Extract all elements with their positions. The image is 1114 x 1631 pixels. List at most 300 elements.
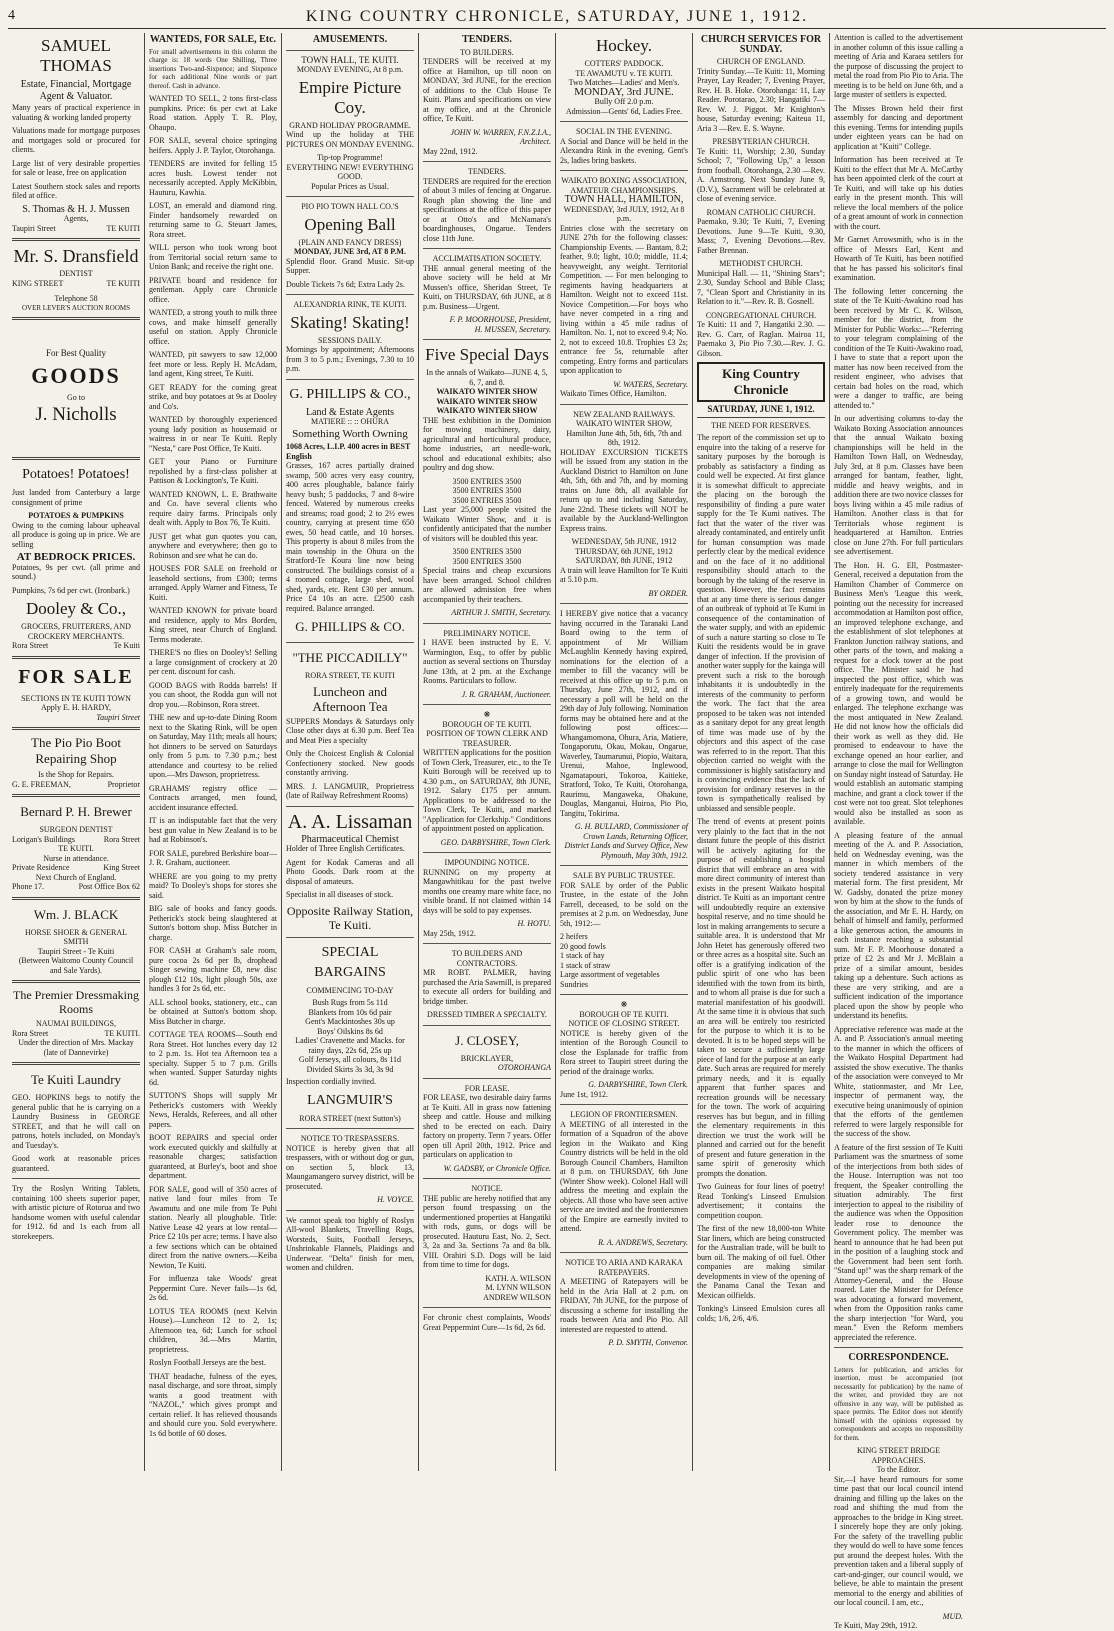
tiptop: Tip-top Programme! [317, 153, 383, 162]
acclim-body: THE annual general meeting of the above society will be held at Mr Mussen's office, Sheridan Street, Te Kuiti, on THURSDAY, 6th JUNE, at 8 p.m. Business—Urgent. [423, 263, 551, 311]
luncheon: Luncheon and Afternoon Tea [312, 683, 388, 714]
classified-ad: SUTTON'S Shops will supply Mr Petherick's customers with Weekly News, Heralds, Referees, and all other papers. [149, 1091, 277, 1129]
dentist: DENTIST [59, 269, 93, 278]
waters: W. WATERS, Secretary. [613, 379, 688, 389]
mud: MUD. [942, 1611, 963, 1621]
linseed: Two Guineas for four lines of poetry! Read Tonking's Linseed Emulsion advertisement; it contains the competition coupon. [697, 1182, 825, 1220]
news-7: The Hon. H. G. Ell, Postmaster-General, received a deputation from the Hamilton Chamber of Commerce on Business Men's 'League this week, pointing out the necessity for increased accommodation at Hamilton post office, an improved telephone exchange, and the establishment of slot telephones at Frankton Junction railway stations, and other parts of the town, and making a request for a clock tower at the post office. The Minister said he had inspected the post office, which was entirely inadequate for the requirements of a growing town, and would be enlarged. The telephone exchange was the most antiquated in New Zealand. He did not know how the officials did their work as well as they did. He promised to endeavour to have the exchange opened an hour earlier, and arrange to close the mail for Wellington on Sunday night instead of Saturday. He would establish an automatic stamping machine, and grant a clock tower if the cost were not too great. Slot telephones would also be installed as soon as available. [834, 560, 964, 826]
seal-placeholder: ❋ [483, 710, 491, 719]
cheap: Special trains and cheap excursions have been arranged. School children are allowed admission free when accompanied by their teachers. [423, 566, 551, 604]
classified-ad: BIG sale of books and fancy goods. Petherick's stock being slaughtered at Sutton's bottom shop. Miss Butcher in charge. [149, 904, 277, 942]
tender-2: TENDERS are required for the erection of about 3 miles of fencing at Ongarue. Rough plan showing the line and specifications at the office of this paper or at Otto's and McNamara's boardinghouses, Ongarue. Tenders close 11th June. [423, 176, 551, 243]
masthead [8, 6, 1106, 29]
classified-ad: GRAHAMS' registry office — Contracts arranged, men found, accident insurance effected. [149, 783, 277, 812]
bargain-item: Ladies' Cravenette and Macks. for rainy days, 22s 6d, 25s up [295, 1036, 405, 1055]
pot-p4: Potatoes, 9s per cwt. (all prime and sound.) [12, 562, 140, 581]
thomas-sub: Estate, Financial, Mortgage Agent & Valuator. [20, 79, 132, 102]
contractors: TO BUILDERS AND CONTRACTORS. [451, 949, 523, 968]
inspection: Inspection cordially invited. [286, 1077, 376, 1086]
classified-ad: FOR SALE, several choice springing heifers. Apply J. P. Taylor, Otorohanga. [149, 136, 277, 155]
rora-next: RORA STREET (next Sutton's) [299, 1113, 401, 1123]
andrews: R. A. ANDREWS, Secretary. [598, 1237, 688, 1247]
rc: ROMAN CATHOLIC CHURCH. [706, 207, 816, 217]
thomas-p3: Large list of very desirable properties for sale or lease, free on application [12, 158, 140, 177]
classified-ad: THE new and up-to-date Dining Room next to the Skating Rink, will be open on Saturday, May 11th; meals all hours; hot dinners to be served on Saturdays only from 5 p.m. to 7.30 p.m.; best attendance and courtesy to be relied upon.—Mrs Dawson, proprietress. [149, 713, 277, 779]
wanteds-head: WANTEDS, FOR SALE, Etc. [149, 34, 277, 45]
darby: G. DARBYSHIRE, Town Clerk. [588, 1080, 688, 1089]
classified-ad: ALL school books, stationery, etc., can be obtained at Sutton's bottom shop. Miss Butcher in charge. [149, 997, 277, 1026]
thomas-p1: Many years of practical experience in valuating & working landed property [12, 103, 140, 122]
piopio-sub: Is the Shop for Repairs. [38, 770, 114, 779]
te-kuiti: TE KUITI [106, 223, 140, 233]
go-to: Go to [67, 392, 85, 402]
admission: Admission—Gents' 6d, Ladies Free. [565, 106, 683, 116]
bargain-item: Bush Rugs from 5s 11d [312, 998, 388, 1007]
correspondence: CORRESPONDENCE. [848, 1352, 949, 1363]
bricklayer: BRICKLAYER, [460, 1053, 514, 1063]
impounding: IMPOUNDING NOTICE. [444, 858, 530, 867]
legion-body: A MEETING of all interested in the formation of a Squadron of the above legion in the Waikato and King Country districts will be held in the old Borough Council Chambers, Hamilton at 8 p.m. on THURSDAY, 6th June (Winter Show week). Colonel Hall will address the meeting and explain the objects. All those who have seen active service are invited and the frontiersmen of the Empire are earnestly invited to attend. [560, 1119, 688, 1233]
potatoes: Potatoes! Potatoes! [22, 467, 130, 482]
classified-ad: HOUSES FOR SALE on freehold or leasehold sections, from £300; terms arranged. Apply Warner and Fitness, Te Kuiti. [149, 564, 277, 602]
classified-ad: PRIVATE board and residence for gentleman. Apply care Chronicle office. [149, 275, 277, 304]
double-tickets: Double Tickets 7s 6d; Extra Lady 2s. [286, 279, 405, 289]
voyce: H. VOYCE. [377, 1195, 414, 1204]
suppers: SUPPERS Mondays & Saturdays only Close other days at 6.30 p.m. Beef Tea and Meat Pies a specialty [286, 716, 414, 745]
proprietor: Proprietor [107, 779, 140, 789]
classified-ad: FOR CASH at Graham's sale room, pure cocoa 2s 6d per lb, drophead Singer sewing machine £8, new disc plough £12 10s, light plough 50s, axe handles 3 for 2s 6d, etc. [149, 946, 277, 993]
railways: NEW ZEALAND RAILWAYS. [573, 409, 675, 419]
seal-2: ❋ [620, 1000, 628, 1009]
editorial-1: The report of the commission set up to enquire into the taking of a reserve for sanitary purposes by the borough is probably as satisfactory a finding as could well be expected. At first glance it is somewhat difficult to appreciate the placing on the borough the responsibility of finding a pure water supply for the Te Kumi natives. The fact that the water of the river was already contaminated, and entirely unfit for human consumption was made perfectly clear by the medical evidence and on the face of it no additional responsibility should attach to the borough by the taking of the reserve in question. However, the fact remains that at any time there is serious danger of an outbreak of typhoid at Te Kumi in consequence of the contamination of the water supply, and with an epidemic of such a nature starting so close to Te Kuiti the residents would be in grave danger of infection. If the provision of another water supply for the kainga will prevent such a risk to the borough inhabitants it is undoubtedly in the interests of the community to perform the work. The fact that the area proposed to be taken was not intended as a sanitary depot for any great length of time was made use of by the objectors and this aspect of the case was referred to in the report. That this objection carried no weight with the commissioner is highly satisfactory and is convincing evidence that the lack of provision for ordinary reserves in the town is sympathetically realised by unbiassed and sensible people. [697, 433, 825, 813]
news-6: In our advertising columns to-day the Waikato Boxing Association announces that the annual Waikato boxing championships will be held in the Hamilton Town Hall, on Wednesday, July 3rd, at 8 p.m. Classes have been arranged for bantam, feather, light, middle and heavy weights, and in addition there are two novice classes for boys living within a 45 mile radius of Hamilton. Another class is that for Territorials whose regiment is headquartered at Hamilton. Entries close on June 27th. For full particulars see advertisement. [834, 414, 963, 556]
sections: SECTIONS IN TE KUITI TOWN [21, 693, 131, 703]
closey: J. CLOSEY, [455, 1032, 519, 1048]
classified-ad: WANTED TO SELL, 2 tons first-class pumpkins. Price: 6s per cwt at Lake Road station. Apply T. R. Ploy, Ohaupo. [149, 94, 277, 132]
page-number: 4 [8, 8, 15, 23]
holiday: HOLIDAY EXCURSION TICKETS will be issued from any station in the Auckland District to Hamilton on June 4th, 5th, 6th and 7th, and by morning trains on June 8th, all available for return up to and including Saturday, June 22nd. These tickets will NOT be available by the Auckland-Wellington Express trains. [560, 447, 688, 533]
wed5: WEDNESDAY, 5th JUNE, 1912 [571, 537, 677, 546]
te-awamutu: TE AWAMUTU v. TE KUITI. [575, 68, 673, 78]
date-1: May 22nd, 1912. [423, 146, 478, 156]
bully: Bully Off 2.0 p.m. [594, 97, 654, 106]
hardy-street: Taupiri Street [96, 712, 140, 722]
opposite: Opposite Railway Station, Te Kuiti. [286, 903, 414, 932]
winter-show: WAIKATO WINTER SHOW, [575, 419, 673, 428]
acclim: ACCLIMATISATION SOCIETY. [432, 254, 542, 263]
emulsion: Tonking's Linseed Emulsion cures all colds; 1/6, 2/6, 4/6. [697, 1304, 825, 1323]
sale-item: 1 stack of hay [560, 951, 605, 960]
borough-2: BOROUGH OF TE KUITI. [579, 1009, 669, 1019]
mussen-agents: Agents, [63, 214, 89, 223]
five-body: In the annals of Waikato—JUNE 4, 5, 6, 7, and 8. [426, 368, 548, 387]
piccadilly: "THE PICCADILLY" [292, 650, 408, 665]
church-head: CHURCH SERVICES FOR SUNDAY. [700, 34, 822, 55]
entries-line: 3500 ENTRIES 3500 [452, 495, 522, 505]
column-6 [693, 33, 830, 1471]
bargain-item: Boys' Oilskins 8s 6d [317, 1026, 383, 1036]
good-work: Good work at reasonable prices guaranteed. [12, 1154, 140, 1173]
thu6: THURSDAY, 6th JUNE, 1912 [575, 546, 673, 556]
phillips: G. PHILLIPS & CO., [289, 386, 411, 402]
dooley-sub: GROCERS, FRUITERERS, AND CROCKERY MERCHANTS. [21, 622, 131, 641]
rink: ALEXANDRIA RINK, TE KUITI. [293, 300, 407, 309]
thomas-p4: Latest Southern stock sales and reports filed at office. [12, 181, 140, 200]
classified-ad: WANTED KNOWN for private board and residence, apply to Mrs Borden, King street, near Church of England. Terms moderate. [149, 606, 277, 644]
notice: NOTICE. [471, 1184, 503, 1193]
rora: Rora Street [12, 641, 49, 650]
gadsby: W. GADSBY, or Chronicle Office. [443, 1163, 551, 1173]
piopio-hall: PIO PIO TOWN HALL CO.'S [301, 202, 399, 211]
te-kuiti-4: TE KUITI. [104, 1028, 140, 1038]
column-4 [419, 33, 556, 1471]
sat8: SATURDAY, 8th JUNE, 1912 [575, 556, 673, 565]
king-st: King Street [103, 863, 140, 872]
wilson-name: M. LYNN WILSON [485, 1283, 551, 1292]
columns [8, 33, 1106, 1630]
entries-line: 3500 ENTRIES 3500 [452, 547, 522, 556]
black: Wm. J. BLACK [33, 906, 119, 922]
tresp-body: NOTICE is hereby given that all trespassers, with or without dog or gun, on section 5, block 13, Maungamangero survey district, will be prosecuted. [286, 1143, 414, 1191]
taupiri-street: Taupiri Street [12, 223, 56, 233]
classified-ad: TENDERS are invited for felling 15 acres bush. Lowest tender not necessarily accepted. Apply McKibbin, Hauturu, Kawhia. [149, 159, 277, 197]
mornings: Mornings by appointment; Afternoons from 3 to 5 p.m.; Evenings, 7.30 to 10 p.m. [286, 345, 414, 373]
sale-item: 20 good fowls [560, 941, 606, 951]
monday-evening: MONDAY EVENING, At 8 p.m. [296, 65, 404, 74]
matiere: MATIERE :: :: OHURA [311, 417, 389, 426]
rc-body: Paemako, 9.30; Te Kuiti, 7, Evening Devotions. June 9—Te Kuiti, 9.30, Mass; 7, Evening Devotions.—Rev. Father Brennan. [697, 217, 825, 255]
show-dates: Hamilton June 4th, 5th, 6th, 7th and 8th, 1912. [566, 428, 682, 447]
borough: BOROUGH OF TE KUITI. [442, 719, 532, 729]
naumai: NAUMAI BUILDINGS, [36, 1019, 116, 1028]
for-sale: FOR SALE [18, 665, 134, 688]
dransfield: Mr. S. Dransfield [13, 246, 139, 266]
phillips-2: G. PHILLIPS & CO. [295, 619, 405, 634]
thomas-p2: Valuations made for mortgage purposes and mortgages sold or procured for clients. [12, 126, 140, 154]
entries-list [423, 477, 551, 506]
position: POSITION OF TOWN CLERK AND TREASURER. [426, 729, 548, 748]
prelim-body: I HAVE been instructed by E. V. Warmington, Esq., to offer by public auction as several sections on Thursday June 13th, at 2 pm. at the Exchange Rooms. Particulars to follow. [423, 638, 551, 685]
hardy: Apply E. H. HARDY, [40, 703, 112, 712]
freeman: G. E. FREEMAN, [12, 779, 71, 789]
to-editor: To the Editor. [876, 1465, 921, 1474]
sale-body: FOR SALE by order of the Public Trustee, in the estate of the John Farrell, deceased, to be sold on the premises at 2 p.m. on Wednesday, June 5th, 1912:— [560, 880, 688, 928]
splendid: Splendid floor. Grand Music. Sit-up Supper. [286, 256, 414, 275]
amateur: AMATEUR CHAMPIONSHIPS. [570, 185, 678, 195]
something-worth: Something Worth Owning [292, 427, 408, 440]
boxing-body: Entries close with the secretary on JUNE 27th for the following classes: Championship Events. — Bantam, 8.2; feather, 9.0; light, 10.0; middle, 11.4; heavyweight, any weight. Territorial Competition. — For men belonging to regiments having headquarters at Hamilton. Weight not to exceed 11st. Novice Competition.—For boys who have never competed in a ring and living within a 45 mile radius of Hamilton. No. 1, not to exceed 9.4; No. 2, not to exceed 10.8. Trophies £3 2s; entrance fee 5s, returnable after competing. Entry forms and particulars upon application to [560, 223, 688, 375]
chest: For chronic chest complaints, Woods' Great Peppermint Cure—1s 6d, 2s 6d. [423, 1313, 551, 1332]
darbyshire: GEO. DARBYSHIRE, Town Clerk. [440, 837, 551, 847]
classified-ad: THAT headache, fulness of the eyes, nasal discharge, and sore throat, simply wants a good treatment with "NAZOL," which gives prompt and certain relief. It has relieved thousands and should cure you. Sold everywhere. 1s 6d bottle of 60 doses. [149, 1371, 277, 1438]
cotters: COTTERS' PADDOCK. [584, 59, 664, 68]
classified-ad: THERE'S no flies on Dooley's! Selling a large consignment of crockery at 20 per cent. discount for cash. [149, 648, 277, 676]
smyth: P. D. SMYTH, Convenor. [608, 1338, 688, 1347]
pot-p1: Just landed from Canterbury a large consignment of prime [12, 488, 140, 507]
need-reserves: THE NEED FOR RESERVES. [711, 420, 811, 430]
te-kuiti-caps: TE KUITI. [58, 844, 94, 853]
wilson-name: KATH. A. WILSON [485, 1273, 551, 1283]
under-direction: Under the direction of Mrs. Mackay (late of Dannevirke) [18, 1038, 134, 1057]
editorial-2: The trend of events at present points very plainly to the fact that in the not distant future the people of this district will be actively agitating for the purpose of establishing a hospital district that will embrace an area with more direct community of interest than exists in the present Waikato hospital district. Te Kuiti as an important centre will undoubtedly require an extensive hospital reserve, and no time should be lost in making arrangements to secure a suitable area. It is understood that Mr John Hetet has generously offered two or three acres as a hospital site. Such an offer is a gratifying indication of the public spirit of one who has been identified with the town from its birth, and to whom all praise is due for such a material manifestation of his goodwill. At the same time it is obvious that such an area will be entirely too restricted for the purpose to which it is to be devoted. It is to be hoped steps will be taken to secure a sufficiently large piece of land for the purpose at an early date. Such areas are required for merely primary needs, and it is equally apparent that further spaces and recreation grounds will be necessary for the town. The work of acquiring reserves has but begun, and in filling the elementary requirements in this direction we trust the work will be planned and carried out for the benefit of present and future generation in the same spirit of generosity which prompts the donation. [697, 817, 825, 1178]
black-sub: HORSE SHOER & GENERAL SMITH [24, 927, 127, 946]
tenders-head: TENDERS. [462, 34, 512, 45]
classified-ad: WANTED by thoroughly experienced young lady position as housemaid or waitress in or near Te Kuiti. Reply "Nesta," care Post Office, Te Kuiti. [149, 415, 277, 453]
choicest: Only the Choicest English & Colonial Confectionery stocked. New goods constantly arriving. [286, 749, 414, 777]
lease-body: FOR LEASE, two desirable dairy farms at Te Kuiti. All in grass now fattening sheep and cattle. House and milking shed to be erected on each. Dairy factory on property. Term 7 years. Offer open till April 20th, 1912. Price and particulars on application to [423, 1093, 551, 1159]
smith: ARTHUR J. SMITH, Secretary. [451, 608, 551, 617]
june1: June 1st, 1912. [560, 1089, 608, 1099]
wanteds-note: For small advertisements in this column the charge is: 18 words One Shilling, Three insertions Two-and-Sixpence; and Sixpence for each additional Nine words or part thereof. Cash in advance. [149, 47, 277, 90]
bargain-item: Golf Jerseys, all colours, 8s 11d [298, 1055, 402, 1064]
show-line: WAIKATO WINTER SHOW [436, 396, 538, 406]
classified-ad: JUST get what gun quotes you can, anywhere and everywhere; then go to Robinson and see what he can do. [149, 531, 277, 560]
lissaman: A. A. Lissaman [287, 810, 413, 833]
piopio-boot: The Pio Pio Boot Repairing Shop [31, 735, 121, 766]
show-line: WAIKATO WINTER SHOW [436, 387, 538, 396]
news-9: Appreciative reference was made at the A. and P. Association's annual meeting to the manner in which the officers of the Waikato Hospital Department had assisted the show executive. The thanks of the association were conveyed to Mr White, stationmaster, and Mr Lee, inspector of permanent way, the executive being unanimously of opinion that the efforts of the gentlemen referred to were largely responsible for the success of the show. [834, 1024, 963, 1138]
premier: The Premier Dressmaking Rooms [13, 988, 139, 1016]
plain-fancy: (PLAIN AND FANCY DRESS) [298, 237, 402, 247]
ads-list [149, 94, 277, 1438]
social-body: A Social and Dance will be held in the Alexandra Rink in the evening. Gent's 2s, ladies bring baskets. [560, 136, 688, 165]
wilson-list [423, 1274, 551, 1303]
classified-ad: WANTED, pit sawyers to saw 12,000 feet more or less. Reply H. McAdam, land agent, King street, Te Kuiti. [149, 350, 277, 378]
boxing: WAIKATO BOXING ASSOCIATION, [561, 176, 687, 185]
sale-item: 1 stack of straw [560, 960, 611, 970]
te-kuiti-3: Te Kuiti [113, 641, 140, 650]
position-body: WRITTEN applications for the position of Town Clerk, Treasurer, etc., to the Te Kuiti Borough will be received up to 4.30 p.m., on SATURDAY, 8th JUNE, 1912. Salary £175 per annum. Applications to be addressed to the Town Clerk, Te Kuiti, and marked "Application for Clerkship." Conditions of appointment posted on application. [423, 748, 551, 833]
mussen: S. Thomas & H. J. Mussen [22, 203, 130, 215]
two-matches: Two Matches—Ladies' and Men's. [568, 78, 680, 87]
impound-body: RUNNING on my property at Mangawhitikau for the past twelve months one creamy mare white face, no visible brand. If not claimed within 14 days will be sold to pay expenses. [423, 867, 551, 915]
warren: JOHN W. WARREN, F.N.Z.I.A., Architect. [450, 127, 551, 146]
skating: Skating! Skating! [290, 312, 410, 332]
dressed: DRESSED TIMBER A SPECIALTY. [427, 1010, 547, 1019]
train: A train will leave Hamilton for Te Kuiti at 5.10 p.m. [560, 565, 688, 584]
trespassers: NOTICE TO TRESPASSERS. [300, 1134, 400, 1143]
wind-up: Wind up the holiday at THE PICTURES ON MONDAY EVENING. [286, 130, 414, 149]
show-line: WAIKATO WINTER SHOW [436, 406, 538, 415]
entries-line: 3500 ENTRIES 3500 [452, 476, 522, 486]
news-3: Information has been received at Te Kuiti to the effect that Mr A. McCarthy has been appointed clerk of the court at Te Kuiti, and will take up his duties early in the present month. This will relieve the local members of the police of a great amount of work in connection with the court. [834, 155, 963, 231]
hopkins: GEO. HOPKINS begs to notify the general public that he is carrying on a Laundry Business in GEORGE STREET, and that he will call on patrons, hotels included, on Monday's and Tuesday's. [12, 1093, 140, 1150]
rora-street-2: Rora Street [12, 1028, 49, 1038]
nurse: Nurse in attendance. [43, 853, 109, 863]
everything-new: EVERYTHING NEW! EVERYTHING GOOD. [286, 162, 414, 181]
coe: CHURCH OF ENGLAND. [716, 57, 806, 66]
brewer: Bernard P. H. Brewer [20, 804, 132, 819]
roslyn: Try the Roslyn Writing Tablets, containing 100 sheets superior paper, with artistic picture of Rotorua and two handsome women with useful calendar for 1912. 6d and 1s each from all storekeepers. [12, 1184, 140, 1241]
hockey: Hockey. [595, 36, 652, 55]
to-builders: TO BUILDERS. [460, 47, 514, 57]
entries-line: 3500 ENTRIES 3500 [452, 486, 522, 495]
thomas-name: SAMUEL THOMAS [40, 36, 112, 75]
show-list [423, 387, 551, 416]
po-box: Post Office Box 62 [78, 882, 140, 891]
hotu: H. HOTU. [517, 919, 551, 928]
classified-ad: GET your Piano or Furniture repolished by a first-class polisher at Pattison & Lockington's, Te Kuiti. [149, 457, 277, 485]
column-1 [8, 33, 145, 1471]
langmuir-prop: MRS. J. LANGMUIR, Proprietress (late of Railway Refreshment Rooms) [286, 781, 414, 800]
waikato-times: Waikato Times Office, Hamilton. [560, 389, 667, 398]
news-1: Attention is called to the advertisement in another column of this issue calling a meeting of Aria and Karaea settlers for the purpose of discussing the project to metal the road from Pio Pio to Aria. The meeting is to be held on June 6th, and a large muster of settlers is expected. [834, 33, 963, 99]
laundry: Te Kuiti Laundry [30, 1072, 122, 1087]
entries-list-2 [423, 547, 551, 566]
bargain-item: Blankets from 10s 6d pair [308, 1007, 392, 1017]
goods: GOODS [31, 362, 121, 388]
sessions: SESSIONS DAILY. [318, 335, 382, 345]
five-special: Five Special Days [425, 345, 549, 364]
telephone: Telephone 58 [54, 294, 98, 303]
notice-aria: NOTICE TO ARIA AND KARAKA RATEPAYERS. [565, 1258, 683, 1277]
closing: NOTICE OF CLOSING STREET. [568, 1019, 680, 1028]
sale-item: 2 heifers [560, 932, 588, 941]
tender-1: TENDERS will be received at my office at Hamilton, up till noon on MONDAY, 3rd JUNE, for the erection of additions to the Club House Te Kuiti. Plans and specifications on view at my office, and at the Chronicle office, Te Kuiti. [423, 57, 551, 123]
black-loc: Taupiri Street - Te Kuiti [37, 946, 115, 956]
rora-st: RORA STREET, TE KUITI [305, 671, 395, 680]
news-2: The Misses Brown held their first assembly for dancing and deportment this evening. Terms for intending pupils under eighteen years can be had on application at "Kuiti" College. [834, 103, 963, 151]
palmer: MR ROBT. PALMER, having purchased the Aria Sawmill, is prepared to execute all orders for building and bridge timber. [423, 968, 551, 1006]
roslyn-blankets: We cannot speak too highly of Roslyn All-wool Blankets, Travelling Rugs, Worsteds, Suits, Football Jerseys, Unshrinkable Flannels, Plaidings and Underwear. "Delta" finish for men, women and children. [286, 1215, 414, 1272]
town-hall-hamilton: TOWN HALL, HAMILTON, [564, 194, 684, 205]
meth: METHODIST CHURCH. [719, 259, 803, 268]
tenders-2: TENDERS. [468, 167, 506, 176]
sale-public: SALE BY PUBLIC TRUSTEE. [572, 871, 676, 880]
mud-date: Te Kuiti, May 29th, 1912. [834, 1621, 918, 1630]
land-estate: Land & Estate Agents [305, 406, 395, 418]
prelim: PRELIMINARY NOTICE. [443, 628, 531, 638]
column-3 [282, 33, 419, 1471]
commencing: COMMENCING TO-DAY [306, 985, 394, 995]
chemist: Pharmaceutical Chemist [301, 833, 399, 845]
aria-body: A MEETING of Ratepayers will be held in the Aria Hall at 2 p.m. on FRIDAY, 7th JUNE, for the purpose of discussing a scheme for installing the roads between Aria and Pio Pio. All interested are requested to attend. [560, 1277, 688, 1334]
classified-ad: LOTUS TEA ROOMS (next Kelvin House).—Luncheon 12 to 2, 1s; Afternoon tea, 6d; Lunch for school children, 3d.—Mrs Martin, proprietress. [149, 1306, 277, 1354]
classified-ad: FOR SALE, purebred Berkshire boar—J. R. Graham, auctioneer. [149, 848, 277, 867]
chronicle-date: SATURDAY, JUNE 1, 1912. [697, 405, 825, 418]
empire-picture: Empire Picture Coy. [298, 77, 402, 117]
classified-ad: WHERE are you going to my pretty maid? To Dooley's shops for stores she said. [149, 871, 277, 900]
mussen-sec: H. MUSSEN, Secretary. [474, 324, 551, 334]
dooley: Dooley & Co., [25, 599, 127, 618]
social: SOCIAL IN THE EVENING. [576, 127, 672, 136]
exhibit: THE best exhibition in the Dominion for mowing machinery, dairy, agricultural and horticultural produce, home industries, art needle-work, school and educational exhibits; also poultry and dog show. [423, 415, 551, 472]
wilson-name: ANDREW WILSON [483, 1292, 551, 1302]
land-board: I HEREBY give notice that a vacancy having occurred in the Taranaki Land Board owing to the term of appointment of Mr William McLaughlin Kennedy having expired, nominations for the election of a member to fill the vacancy will be received at this office up to 5 p.m. on Thursday, June 27th, 1912, and if necessary a poll will be held on the 29th day of July following. Nomination forms may be obtained here and at the following post offices:—Whangamomona, Ohura, Aria, Matiere, Tongaporutu, Okau, Mokau, Ongarue, Waverley, Taumarunui, Piopio, Waitara, Urenui, Mahoe, Inglewood, Ngamatapouri, Tokoroa, Kaitieke, Stratford, Toko, Te Kuiti, Otorohanga, Raurimu, Mangaweka, Ohakune, Douglas, Manganui, Huiroa, Pio Pio, Tangitu, Tokirima. [560, 609, 688, 818]
rora-street: Rora Street [103, 834, 140, 844]
surgeon: SURGEON DENTIST [39, 825, 113, 834]
moorhouse: F. P. MOORHOUSE, President, [449, 315, 551, 324]
hockey-monday: MONDAY, 3rd JUNE. [574, 85, 674, 98]
te-kuiti-2: TE KUITI [106, 278, 140, 288]
acres-body: Grasses, 167 acres partially drained swamp, 500 acres very easy country, 400 acres ploughable, balance fairly heavy bush; 5 paddocks, 7 and 8-wire fenced. Watered by numerous creeks and streams; road good; 2 to 2½ ewes country, carrying at present time 650 ewes, 50 head cattle, and 10 horses. This property is about 8 miles from the main township in the Ohura on the Stratford-Te Koura line now being constructed. The buildings consist of a 4 roomed cottage, large shed, wool shed, yards, etc. Rent £30 per annum. Price £4 10s an acre. £2500 cash required. Balance arranged. [286, 461, 414, 613]
last-year: Last year 25,000 people visited the Waikato Winter Show, and it is confidently anticipated that the number of visitors will be doubled this year. [423, 505, 551, 543]
graham: J. R. GRAHAM, Auctioneer. [461, 689, 551, 699]
classified-ad: IT is an indisputable fact that the very best gun value in New Zealand is to be had at Robinson's. [149, 816, 277, 844]
coe-body: Trinity Sunday.—Te Kuiti: 11, Morning Prayer, Lay Reader; 7, Evening Prayer, Rev. H. B. Hoke. Otorohanga: 11, Lay Reader. Porotarao, 2.30; Hangatiki 7—Rev. W. J. Piggot. Mr Knighton's house, Saturday evening; Kaiteua 11, Aria 3 —Rev. E. S. Wayne. [697, 66, 825, 133]
white-star: The first of the new 18,000-ton White Star liners, which are being constructed for the Australian trade, will be built to burn oil. The making of oil fuel. Other companies are making similar developments in view of the opening of the Panama Canal the Texan and Mexican oilfields. [697, 1224, 825, 1300]
bargain-item: Gent's Mackintoshes 30s up [305, 1017, 395, 1026]
bargain-item: Divided Skirts 3s 3d, 3s 9d [306, 1064, 394, 1074]
classified-ad: For influenza take Woods' great Peppermint Cure. Never fails—1s 6d, 2s 6d. [149, 1274, 277, 1302]
news-8: A pleasing feature of the annual meeting of the A. and P. Association, held on Wednesday evening, was the manner in which members of the society tendered assistance in very material form. The first president, Mr W. Gadsby, donated the prize money won by him at the show to the funds of the association, and Mr E. H. Hardy, on behalf of himself and family, performed a like generous action, the amounts in each instance reaching a substantial sum. Mr F. P. Moorhouse donated a prize of £2 2s and Mr J. McBlain a prize of a similar amount, besides taking up a debenture. Such actions as these are very striking, and are a sufficient indication of the importance placed upon the show by people who understand its benefits. [834, 830, 963, 1020]
popular-prices: Popular Prices as Usual. [311, 181, 389, 191]
next-church: Next Church of England. [35, 872, 117, 882]
classified-ad: Roslyn Football Jerseys are the best. [149, 1358, 266, 1367]
classified-ad: GOOD BAGS with Rodda barrels! If you can shoot, the Rodda gun will not drop you.—Robinson, Rora street. [149, 680, 277, 709]
langmuirs: LANGMUIR'S [307, 1092, 393, 1108]
cong-body: Te Kuiti: 11 and 7, Hangatiki 2.30. —Rev. G. Carr, of Raglan. Mairoa 11, Paemako 3, Pio Pio 7.30.—Rev. J. G. Gibson. [697, 320, 825, 358]
holder: Holder of Three English Certificates. [286, 844, 405, 853]
wednesday: WEDNESDAY, 3rd JULY, 1912, At 8 p.m. [563, 204, 685, 223]
classified-ad: WANTED, a strong youth to milk three cows, and make himself generally useful on station. Apply Chronicle office. [149, 308, 277, 346]
cong: CONGREGATIONAL CHURCH. [705, 310, 817, 320]
sale-item: Large assortment of vegetables [560, 970, 660, 979]
classified-ad: COTTAGE TEA ROOMS—South end Rora Street. Hot lunches every day 12 to 2 p.m. 1s. Hot tea Afternoon tea a specialty. Supper 5 to 7 p.m. Grills when wanted. Supper Saturday nights 6d. [149, 1030, 277, 1087]
legion: LEGION OF FRONTIERSMEN. [570, 1110, 678, 1119]
chronicle-banner: King Country Chronicle [697, 362, 825, 402]
sale-list [560, 932, 688, 989]
specialist: Specialist in all diseases of stock. [286, 890, 394, 899]
pot-p2: POTATOES & PUMPKINS [28, 511, 124, 520]
town-hall: TOWN HALL, TE KUITI. [301, 54, 399, 65]
entries-line: 3500 ENTRIES 3500 [452, 556, 522, 566]
acres-head: 1068 Acres, L.I.P. 400 acres in BEST English [286, 442, 411, 461]
by-order: BY ORDER. [648, 588, 688, 598]
black-between: (Between Waitomo County Council and Sale Yards). [18, 956, 134, 975]
over-levers: OVER LEVER'S AUCTION ROOMS [21, 303, 131, 312]
amusements-head: AMUSEMENTS. [312, 34, 388, 45]
meth-body: Municipal Hall. — 11, "Shining Stars"; 2.30, Sunday School and Bible Class; 7, "Clean Sport and Christianity in its Relation to it."—Rev. R. B. Gosnell. [697, 268, 825, 306]
closing-body: NOTICE is hereby given of the intention of the Borough Council to close the Esplanade for traffic from Rora street to Taupiri street during the period of the drainage works. [560, 1028, 688, 1076]
special-bargains: SPECIAL BARGAINS [314, 944, 386, 980]
lease: FOR LEASE. [464, 1083, 510, 1093]
column-7 [830, 33, 967, 1630]
bedrock: AT BEDROCK PRICES. [16, 551, 136, 563]
bargain-list [286, 998, 414, 1074]
corr-note: Letters for publication, and articles for insertion, must be accompanied (not necessarily for publication) by the name of the writer, and provided they are not offensive in any way, will be published as space permits. The Editor does not identify himself with the opinions expressed by correspondents and accepts no responsibility for them. [834, 1365, 963, 1442]
nicholls: J. Nicholls [35, 404, 117, 425]
pot-p3: Owing to the coming labour upheaval all produce is going up in price. We are selling [12, 520, 140, 549]
opening-ball: Opening Ball [304, 214, 396, 234]
pres: PRESBYTERIAN CHURCH. [712, 137, 810, 146]
news-5: The following letter concerning the state of the Te Kuiti-Awakino road has been received by Mr C. K. Wilson, member for the district, from the Minister for Public Works:—"Referring to your telegram complaining of the condition of the Te Kuiti-Awakino road, I have to state that a report upon the matter has now been received from the resident engineer, who advises that certain bad holes on the road, which were a danger to traffic, are being attended to." [834, 286, 963, 410]
private: Private Residence [12, 863, 70, 872]
grand-programme: GRAND HOLIDAY PROGRAMME. [289, 120, 411, 130]
classified-ad: WANTED KNOWN, L. E. Brathwaite and Co. have several clients who require dairy farms. Principals only dealt with. Apply to Box 76, Te Kuiti. [149, 489, 277, 527]
classified-ad: WILL person who took wrong boot from Territorial social return same to Union Bank; and receive the right one. [149, 243, 277, 271]
news-10: A feature of the first session of Te Kuiti Parliament was the smartness of some of the interjections from both sides of the House. Interruption was not too frequent, the Speaker controlling the situation admirably. The first interjection to appeal to the risibility of the audience was when the Opposition leader rose to denounce the Government policy. The member was heard to announce that he had been put in the position of a laughing stock and the Government had been sent forth. "Stand up!" was the sharp remark of the Attorney-General, and the House roared. Later the Minister for Defence was advocating a forward movement, when from the Opposition ranks came the sharp interjection "for Ward, you mean." Even the Reform members appreciated the reference. [834, 1142, 963, 1342]
letter: Sir,—I have heard rumours for some time past that our local council intend draining and filling up the lakes on the road and shifting the mud from the approaches to the bridge in King street. I sincerely hope they are only joking. For the safety of the travelling public they would do well to have some fences put around the deepest holes. With the prevention taken and a liberal supply of cart-and-ginger, our council would, we believe, be able to maintain the present memorial to the energy and abilities of our local council. I am, etc., [834, 1474, 963, 1607]
news-4: Mr Garnet Arrowsmith, who is in the office of Messrs Earl, Kent and Howarth of Te Kuiti, has been notified that he has passed his solicitor's final examination. [834, 235, 963, 282]
column-5 [556, 33, 693, 1471]
otorohanga: OTOROHANGA [497, 1063, 551, 1072]
classified-ad: GET READY for the coming great strike, and buy potatoes at 9s at Dooley and Co's. [149, 382, 277, 411]
classified-ad: BOOT REPAIRS and special order work executed quickly and skilfully at reasonable charges; satisfaction guaranteed, at Burley's, boot and shoe department. [149, 1133, 277, 1180]
classified-ad: LOST, an emerald and diamond ring. Finder handsomely rewarded on returning same to G. Steuart James, Rora street. [149, 201, 277, 239]
bullard: G. H. BULLARD, Commissioner of Crown Lands, Returning Officer, District Lands and Survey Office, New Plymouth, May 30th, 1912. [564, 822, 688, 860]
king-street: KING STREET [12, 278, 64, 288]
monday-june: MONDAY, JUNE 3rd, AT 8 P.M. [294, 247, 406, 256]
for-best: For Best Quality [46, 348, 106, 358]
lorigan: Lorigan's Buildings [12, 834, 75, 844]
pres-body: Te Kuiti: 11, Worship; 2.30, Sunday School; 7, "Following Up," a lesson from football. Otorohanga, 2.30 —Rev. A. Armstrong. Next Sunday June 9, (D.V.), Sacrament will be celebrated at close of evening service. [697, 146, 825, 203]
notice-body: THE public are hereby notified that any person found trespassing on the undermentioned properties at Hangatiki with rods, guns, or dogs will be prosecuted. Hauturu East, No. 2, Sect. 3, 2a and 3a. Sections 7a and 8a blk. VIII. Orahiri S.D. Dogs will be laid from time to time for dogs. [423, 1193, 551, 1269]
sale-item: Sundries [560, 979, 588, 989]
kodak: Agent for Kodak Cameras and all Photo Goods. Dark room at the disposal of amateurs. [286, 857, 414, 886]
classified-ad: FOR SALE, good will of 350 acres of native land four miles from Te Awamutu and one mile from Te Puhi station. Nearly all ploughable. Title: Native Lease 42 years at low rental—Price £2 10s per acre; terms. I have also a few sections which can be obtained direct from the native owners.—Keiba Newton, Te Kuiti. [149, 1184, 277, 1270]
column-2 [145, 33, 282, 1471]
